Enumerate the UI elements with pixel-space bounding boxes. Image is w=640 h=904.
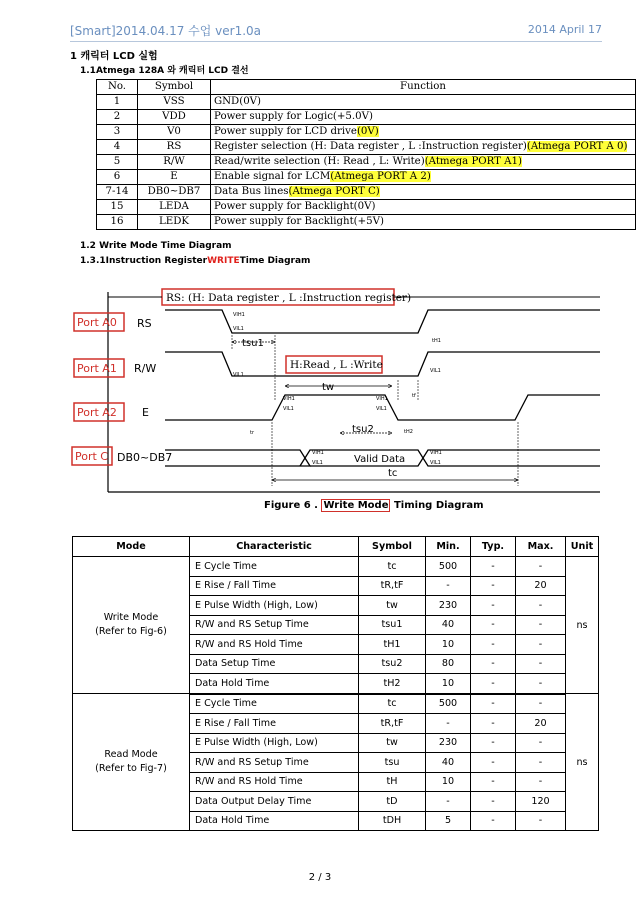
tf-label: tf [412,393,416,399]
spec-max: - [516,694,566,714]
spec-max: - [516,674,566,694]
pin-symbol: E [138,170,211,185]
pin-symbol: RS [138,140,211,155]
figure-caption [264,500,484,511]
spec-max: 20 [516,714,566,734]
pin-function [211,215,636,230]
heading-text-write: WRITE [207,256,240,266]
rw-vil-label: VIL1 [233,372,244,378]
pin-function [211,200,636,215]
pin-no: 3 [97,125,138,140]
heading-text-pre: 1.3.1Instruction Register [80,256,208,266]
spec-characteristic: Data Output Delay Time [190,792,359,812]
pin-port-highlight: (Atmega PORT A 2) [330,171,431,182]
pin-table-row [97,95,636,110]
pin-function-text: Enable signal for LCM [214,171,331,182]
spec-typ: - [471,596,516,616]
pin-symbol: R/W [138,155,211,170]
spec-mode-name: Write Mode [103,612,159,623]
spec-mode-ref: (Refer to Fig-7) [95,763,167,774]
spec-min: 230 [426,733,471,753]
tc-label: tc [388,468,398,479]
spec-symbol: tsu [359,753,426,773]
spec-symbol: tR,tF [359,714,426,734]
pin-table-row [97,170,636,185]
spec-typ: - [471,635,516,655]
spec-min: - [426,714,471,734]
timing-spec-table [72,536,599,831]
pin-table-row [97,125,636,140]
pin-symbol: VDD [138,110,211,125]
spec-typ: - [471,557,516,577]
signal-rs: RS [137,317,152,330]
signal-db: DB0~DB7 [117,451,173,464]
db-vil2-label: VIL1 [430,460,441,466]
pin-port-highlight: (Atmega PORT A1) [424,156,523,167]
pin-function-text: Power supply for Backlight(0V) [214,201,376,212]
spec-min: 500 [426,557,471,577]
db-vih-label: VIH1 [312,450,324,456]
spec-max: - [516,596,566,616]
spec-characteristic: E Cycle Time [190,557,359,577]
spec-characteristic: Data Setup Time [190,654,359,674]
spec-symbol: tH1 [359,635,426,655]
pin-header-function: Function [211,80,636,95]
rs-vih-label: VIH1 [233,312,245,318]
pin-table-row [97,140,636,155]
pin-symbol: LEDA [138,200,211,215]
spec-header-symbol: Symbol [359,537,426,557]
spec-table-header-row [73,537,599,557]
section-heading-1-2: 1.2 Write Mode Time Diagram [80,241,232,251]
pin-function [211,95,636,110]
port-c-label: Port C [75,450,108,463]
pin-function-text: Data Bus lines [214,186,289,197]
pin-table-row [97,215,636,230]
spec-header-characteristic: Characteristic [190,537,359,557]
pin-function [211,185,636,200]
page-number: 2 / 3 [308,872,332,883]
spec-symbol: tw [359,596,426,616]
port-a0-label: Port A0 [77,316,117,329]
spec-unit: ns [566,694,599,831]
spec-min: 40 [426,615,471,635]
rs-waveform [165,310,600,333]
spec-characteristic: R/W and RS Hold Time [190,635,359,655]
spec-min: 10 [426,772,471,792]
spec-min: 40 [426,753,471,773]
spec-max: - [516,733,566,753]
spec-min: 5 [426,811,471,831]
spec-symbol: tw [359,733,426,753]
spec-characteristic: E Pulse Width (High, Low) [190,733,359,753]
spec-mode-name: Read Mode [104,749,158,760]
spec-symbol: tc [359,557,426,577]
tw-label: tw [322,382,335,393]
spec-table-row [73,694,599,714]
spec-min: - [426,792,471,812]
signal-rw: R/W [134,362,157,375]
spec-symbol: tDH [359,811,426,831]
spec-min: 80 [426,654,471,674]
pin-symbol: V0 [138,125,211,140]
pin-function [211,155,636,170]
spec-unit: ns [566,557,599,694]
spec-max: - [516,753,566,773]
pin-port-highlight: (Atmega PORT A 0) [526,141,628,152]
pin-symbol: VSS [138,95,211,110]
spec-characteristic: Data Hold Time [190,674,359,694]
spec-header-min: Min. [426,537,471,557]
spec-typ: - [471,674,516,694]
spec-header-mode: Mode [73,537,190,557]
spec-typ: - [471,654,516,674]
spec-characteristic: E Rise / Fall Time [190,714,359,734]
write-mode-timing-diagram [0,280,640,498]
pin-header-no: No. [97,80,138,95]
spec-symbol: tH2 [359,674,426,694]
spec-characteristic: R/W and RS Hold Time [190,772,359,792]
spec-characteristic: R/W and RS Setup Time [190,753,359,773]
spec-header-unit: Unit [566,537,599,557]
port-a2-label: Port A2 [77,406,117,419]
e-vih-label: VIH1 [283,396,295,402]
spec-min: 10 [426,674,471,694]
spec-symbol: tsu1 [359,615,426,635]
spec-min: 10 [426,635,471,655]
pin-no: 15 [97,200,138,215]
spec-mode-ref: (Refer to Fig-6) [95,626,167,637]
port-a1-label: Port A1 [77,362,117,375]
pin-no: 6 [97,170,138,185]
th2-label: tH2 [404,429,413,435]
rs-vil-label: VIL1 [233,326,244,332]
rw-vil2-label: VIL1 [430,368,441,374]
spec-typ: - [471,811,516,831]
spec-symbol: tc [359,694,426,714]
rw-note-text: H:Read , L :Write [290,359,383,371]
heading-text-post: Time Diagram [239,256,311,266]
pin-table-row [97,155,636,170]
spec-header-max: Max. [516,537,566,557]
pin-port-highlight: (Atmega PORT C) [288,186,380,197]
pin-table-row [97,110,636,125]
pin-function [211,125,636,140]
rs-note-text: RS: (H: Data register , L :Instruction register) [166,292,412,304]
header-date: 2014 April 17 [527,23,602,36]
caption-pre: Figure 6 . [264,500,322,511]
spec-characteristic: Data Hold Time [190,811,359,831]
spec-typ: - [471,792,516,812]
section-heading-1-3-1 [80,256,310,266]
spec-max: - [516,654,566,674]
pin-function [211,110,636,125]
pin-function-text: GND(0V) [214,96,262,107]
spec-typ: - [471,714,516,734]
spec-symbol: tD [359,792,426,812]
page-header [70,22,602,40]
spec-header-typ: Typ. [471,537,516,557]
tsu1-label: tsu1 [242,338,264,349]
pin-table-header-row [97,80,636,95]
pin-no: 16 [97,215,138,230]
spec-symbol: tH [359,772,426,792]
pin-table-row [97,185,636,200]
e-vil-label: VIL1 [283,406,294,412]
spec-typ: - [471,753,516,773]
pin-no: 1 [97,95,138,110]
caption-post: Timing Diagram [390,500,484,511]
spec-max: - [516,557,566,577]
pin-header-symbol: Symbol [138,80,211,95]
db-vil-label: VIL1 [312,460,323,466]
section-heading-1: 1 캐릭터 LCD 실험 [70,51,158,62]
pin-symbol: DB0~DB7 [138,185,211,200]
tsu2-label: tsu2 [352,424,374,435]
spec-max: 120 [516,792,566,812]
header-divider [70,41,602,42]
spec-typ: - [471,733,516,753]
pin-table-row [97,200,636,215]
e-vil2-label: VIL1 [376,406,387,412]
pin-no: 5 [97,155,138,170]
spec-max: - [516,635,566,655]
spec-mode-cell [73,557,190,694]
pin-function-text: Read/write selection (H: Read , L: Write) [214,156,425,167]
spec-typ: - [471,576,516,596]
spec-max: 20 [516,576,566,596]
spec-typ: - [471,694,516,714]
pin-function [211,170,636,185]
pin-function-text: Power supply for Logic(+5.0V) [214,111,373,122]
spec-max: - [516,615,566,635]
spec-min: 500 [426,694,471,714]
spec-characteristic: E Cycle Time [190,694,359,714]
pin-function-table [96,79,636,230]
spec-mode-cell [73,694,190,831]
header-title: [Smart]2014.04.17 수업 ver1.0a [70,24,262,38]
valid-data-label: Valid Data [354,454,406,465]
spec-typ: - [471,615,516,635]
spec-max: - [516,772,566,792]
pin-no: 7-14 [97,185,138,200]
pin-function-text: Register selection (H: Data register , L :Instruction register) [214,141,527,152]
pin-function-text: Power supply for LCD drive [214,126,357,137]
spec-characteristic: R/W and RS Setup Time [190,615,359,635]
spec-table-row [73,557,599,577]
spec-characteristic: E Rise / Fall Time [190,576,359,596]
signal-e: E [142,406,149,419]
spec-max: - [516,811,566,831]
spec-min: - [426,576,471,596]
spec-symbol: tsu2 [359,654,426,674]
spec-characteristic: E Pulse Width (High, Low) [190,596,359,616]
pin-function [211,140,636,155]
spec-typ: - [471,772,516,792]
pin-function-text: Power supply for Backlight(+5V) [214,216,384,227]
spec-symbol: tR,tF [359,576,426,596]
e-vih2-label: VIH1 [376,396,388,402]
pin-no: 2 [97,110,138,125]
th1-label: tH1 [432,338,441,344]
pin-symbol: LEDK [138,215,211,230]
section-heading-1-1: 1.1Atmega 128A 와 캐릭터 LCD 결선 [80,66,249,76]
tr-label: tr [250,430,255,436]
caption-write-mode: Write Mode [323,500,389,511]
db-vih2-label: VIH1 [430,450,442,456]
pin-no: 4 [97,140,138,155]
db-waveform [300,450,600,466]
spec-min: 230 [426,596,471,616]
pin-port-highlight: (0V) [356,126,379,137]
